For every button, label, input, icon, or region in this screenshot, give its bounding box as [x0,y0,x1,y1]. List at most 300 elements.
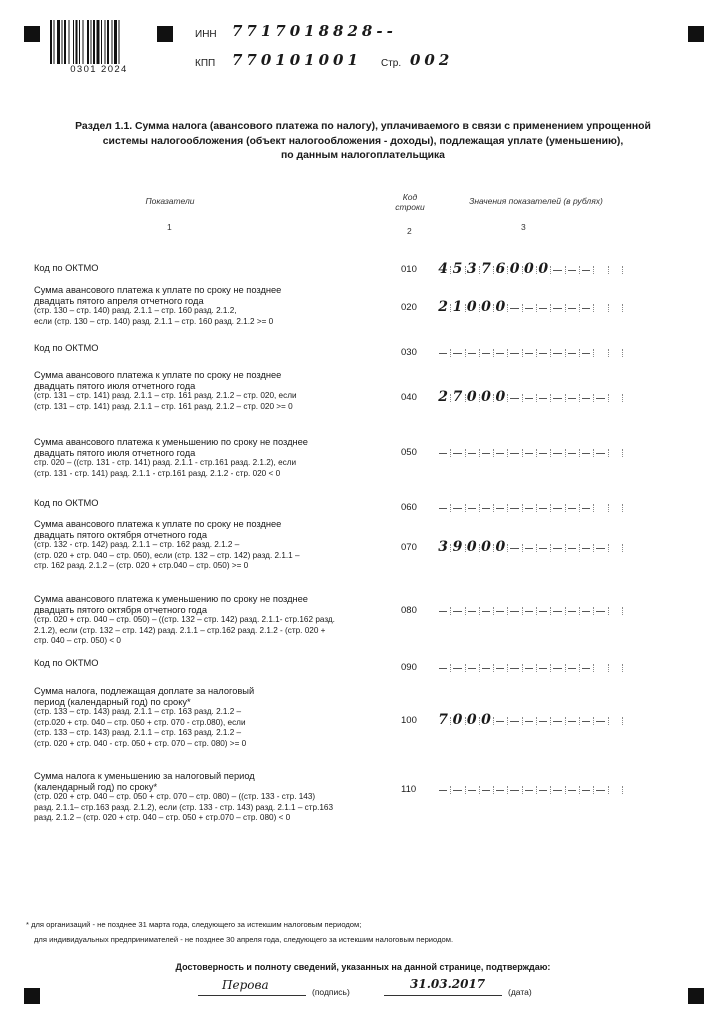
value-cell [522,660,536,676]
value-digit: 0 [466,299,477,315]
value-dash [539,548,547,549]
value-cell [550,300,564,316]
row-formula-line: если (стр. 130 – стр. 140) разд. 2.1.1 – стр. 160 разд. 2.1.2 >= 0 [34,316,274,326]
value-cell [436,500,450,516]
value-digit: 0 [481,299,491,315]
value-cell [579,660,593,676]
value-digit: 1 [452,299,463,315]
row-code-090: 090 [401,662,417,673]
value-cell [465,262,479,278]
row-code-050: 050 [401,447,417,458]
value-cell [565,345,579,361]
value-cell [622,782,636,798]
value-field-060[interactable] [436,500,636,516]
value-dash [568,548,576,549]
value-dash [553,353,561,354]
value-cell [522,500,536,516]
value-cell [593,782,607,798]
value-cell [593,262,607,278]
value-dash [468,611,476,612]
value-cell [522,713,536,729]
row-title-line: двадцать пятого июля отчетного года [34,380,196,391]
row-label-040 [34,370,404,412]
row-label-080 [34,594,404,647]
value-dash [482,453,490,454]
value-cell [622,390,636,406]
value-cell [536,345,550,361]
value-cell [493,345,507,361]
value-dash [596,398,604,399]
value-dash [482,611,490,612]
value-cell [522,445,536,461]
kpp-value: 770101001 [232,51,362,69]
value-digit: 0 [509,261,520,277]
value-cell [493,262,507,278]
row-formula-line: (стр. 133 – стр. 143) разд. 2.1.1 – стр. 163 разд. 2.1.2 – [34,728,242,738]
row-label-030 [34,343,404,354]
value-cell [493,500,507,516]
value-dash [525,721,533,722]
value-cell [522,782,536,798]
value-cell [479,500,493,516]
value-cell [450,262,464,278]
value-cell [493,540,507,556]
value-cell [579,262,593,278]
value-digit: 0 [481,389,491,405]
value-cell [436,660,450,676]
value-dash [496,790,504,791]
value-dash [453,668,461,669]
value-dash [525,508,533,509]
value-cell [550,390,564,406]
value-digit: 0 [466,539,477,555]
row-label-050 [34,437,404,479]
value-dash [596,548,604,549]
value-cell [565,262,579,278]
value-dash [568,721,576,722]
value-dash [453,353,461,354]
value-cell [608,390,622,406]
value-cell [479,345,493,361]
footnote-entrepreneurs: для индивидуальных предпринимателей - не позднее 30 апреля года, следующего за истекшим налоговым периодом. [34,935,454,944]
column-number-3: 3 [521,222,526,232]
inn-label: ИНН [195,29,217,40]
value-dash [510,611,518,612]
value-cell [608,782,622,798]
value-digit: 0 [495,389,506,405]
value-cell [465,782,479,798]
value-cell [622,500,636,516]
value-dash [539,453,547,454]
row-code-060: 060 [401,502,417,513]
corner-marker-top-right [688,26,704,42]
value-cell [507,390,521,406]
value-cell [608,540,622,556]
kpp-label: КПП [195,58,216,69]
value-cell [479,540,493,556]
value-cell [465,300,479,316]
row-formula-line: (стр. 130 – стр. 140) разд. 2.1.1 – стр. 160 разд. 2.1.2, [34,306,237,316]
value-dash [539,508,547,509]
value-dash [582,668,590,669]
value-dash [596,721,604,722]
value-cell [622,713,636,729]
value-cell [536,390,550,406]
value-cell [593,500,607,516]
row-formula-line: разд. 2.1.2 – (стр. 020 + стр. 040 – стр. 050 + стр.070 – стр. 080) < 0 [34,813,291,823]
value-cell [450,782,464,798]
value-dash [582,353,590,354]
value-cell [622,540,636,556]
value-field-090[interactable] [436,660,636,676]
value-cell [579,500,593,516]
value-dash [568,453,576,454]
value-digit: 6 [495,261,506,277]
row-label-070 [34,519,404,572]
value-cell [479,390,493,406]
signature-label: (подпись) [312,987,350,997]
value-dash [510,668,518,669]
value-dash [568,353,576,354]
value-cell [593,540,607,556]
value-dash [510,548,518,549]
value-cell [550,445,564,461]
value-cell [522,300,536,316]
value-digit: 5 [452,261,463,277]
value-dash [582,308,590,309]
value-cell [593,445,607,461]
value-dash [510,721,518,722]
value-cell [550,782,564,798]
value-dash [596,453,604,454]
row-formula-line: (стр. 131 – стр. 141) разд. 2.1.1 – стр. 161 разд. 2.1.2 – стр. 020, если [34,391,297,401]
value-dash [439,790,447,791]
value-dash [496,668,504,669]
column-code-line-2: строки [395,202,425,212]
row-title-line: Код по ОКТМО [34,343,99,353]
value-cell [465,713,479,729]
value-dash [525,668,533,669]
value-cell [507,540,521,556]
value-cell [507,445,521,461]
value-dash [582,548,590,549]
row-title-line: Код по ОКТМО [34,498,99,508]
value-cell [450,660,464,676]
value-cell [465,603,479,619]
value-cell [436,782,450,798]
value-cell [593,390,607,406]
value-digit: 3 [466,261,477,277]
value-digit: 0 [481,539,491,555]
value-dash [439,508,447,509]
value-dash [525,398,533,399]
inn-value: 7717018828-- [232,22,397,40]
confirmation-text: Достоверность и полноту сведений, указанных на данной странице, подтверждаю: [175,962,551,972]
value-digit: 0 [495,539,506,555]
row-formula-line: (стр. 020 + стр. 040 – стр. 050), если (стр. 132 – стр. 142) разд. 2.1.1 – [34,550,300,560]
value-dash [453,453,461,454]
value-dash [568,790,576,791]
value-dash [539,721,547,722]
value-field-100[interactable] [436,713,636,729]
value-cell [436,300,450,316]
row-label-090 [34,658,404,669]
value-cell [536,603,550,619]
row-title-line: период (календарный год) по сроку* [34,696,191,707]
row-title-line: Сумма авансового платежа к уменьшению по сроку не позднее [34,437,308,447]
row-formula-line: (стр. 131 – стр. 141) разд. 2.1.1 – стр. 161 разд. 2.1.2 – стр. 020 >= 0 [34,401,293,411]
value-cell [479,262,493,278]
value-dash [525,353,533,354]
value-dash [468,353,476,354]
value-dash [496,453,504,454]
value-cell [550,540,564,556]
value-cell [479,445,493,461]
value-dash [453,611,461,612]
value-field-020[interactable] [436,300,636,316]
value-cell [450,603,464,619]
value-cell [579,390,593,406]
value-cell [550,345,564,361]
value-cell [465,540,479,556]
value-cell [622,660,636,676]
value-dash [496,721,504,722]
value-dash [553,308,561,309]
row-title-line: Код по ОКТМО [34,263,99,273]
value-cell [522,345,536,361]
value-digit: 4 [438,261,449,277]
value-field-070[interactable] [436,540,636,556]
value-cell [479,660,493,676]
value-cell [565,445,579,461]
value-cell [493,782,507,798]
value-cell [493,445,507,461]
value-cell [579,300,593,316]
value-cell [507,262,521,278]
value-cell [465,500,479,516]
corner-marker-bottom-left [24,988,40,1004]
value-cell [507,713,521,729]
value-cell [536,713,550,729]
row-formula-line: (стр. 020 + стр. 040 – стр. 050 + стр. 070 – стр. 080) – ((стр. 133 - стр. 143) [34,792,316,802]
value-cell [608,660,622,676]
row-code-040: 040 [401,392,417,403]
page-label: Стр. [381,58,402,69]
value-dash [510,508,518,509]
value-dash [439,353,447,354]
value-dash [596,611,604,612]
value-dash [553,548,561,549]
value-dash [553,453,561,454]
value-cell [565,782,579,798]
column-number-2: 2 [407,226,412,236]
value-cell [493,390,507,406]
value-cell [536,782,550,798]
value-cell [536,540,550,556]
signature: Перова [222,978,269,992]
value-cell [565,603,579,619]
row-title-line: (календарный год) по сроку* [34,781,158,792]
value-dash [539,353,547,354]
value-cell [536,445,550,461]
row-title-line: двадцать пятого апреля отчетного года [34,295,204,306]
value-cell [579,445,593,461]
value-dash [582,721,590,722]
row-title-line: Сумма авансового платежа к уплате по сроку не позднее [34,519,282,529]
value-cell [550,262,564,278]
column-values-header: Значения показателей (в рублях) [469,196,603,206]
value-cell [608,713,622,729]
value-cell [479,603,493,619]
value-cell [450,445,464,461]
value-digit: 0 [466,712,477,728]
value-cell [565,713,579,729]
value-cell [450,390,464,406]
row-formula-line: разд. 2.1.1– стр.163 разд. 2.1.2), если (стр. 133 - стр. 143) разд. 2.1.1 – стр.163 [34,802,334,812]
value-cell [522,603,536,619]
value-cell [593,660,607,676]
value-digit: 7 [452,389,463,405]
page-number: 002 [410,51,454,69]
value-dash [496,353,504,354]
row-code-030: 030 [401,347,417,358]
row-label-060 [34,498,404,509]
value-dash [482,790,490,791]
value-cell [436,603,450,619]
value-digit: 0 [524,261,534,277]
value-cell [493,660,507,676]
row-code-070: 070 [401,542,417,553]
value-dash [496,611,504,612]
title-line-1: Раздел 1.1. Сумма налога (авансового платежа по налогу), уплачиваемого в связи с применением упрощенной [75,121,651,132]
value-dash [539,308,547,309]
value-digit: 0 [452,712,463,728]
value-dash [582,453,590,454]
value-cell [565,500,579,516]
value-cell [436,345,450,361]
value-cell [465,660,479,676]
value-dash [482,353,490,354]
section-title [28,120,698,164]
value-cell [550,713,564,729]
value-cell [507,603,521,619]
corner-marker-bottom-right [688,988,704,1004]
row-title-line: Код по ОКТМО [34,658,99,668]
value-dash [553,790,561,791]
row-formula-line: (стр.020 + стр. 040 – стр. 050 + стр. 070 - стр.080), если [34,717,246,727]
value-dash [582,508,590,509]
value-dash [439,611,447,612]
value-digit: 2 [438,299,449,315]
value-cell [522,390,536,406]
value-cell [479,713,493,729]
value-cell [507,660,521,676]
value-cell [593,603,607,619]
value-cell [450,713,464,729]
value-dash [553,398,561,399]
value-dash [568,270,576,271]
value-digit: 2 [438,389,449,405]
value-dash [453,790,461,791]
value-field-080[interactable] [436,603,636,619]
value-digit: 3 [438,539,449,555]
value-cell [465,445,479,461]
row-code-110: 110 [401,784,417,795]
value-dash [525,790,533,791]
value-cell [450,540,464,556]
value-cell [522,540,536,556]
value-dash [582,611,590,612]
value-cell [622,445,636,461]
value-dash [582,398,590,399]
value-field-110[interactable] [436,782,636,798]
value-cell [436,390,450,406]
value-cell [465,345,479,361]
row-formula-line: стр. 040 – стр. 050) < 0 [34,636,121,646]
value-cell [579,782,593,798]
value-cell [465,390,479,406]
value-dash [568,508,576,509]
value-dash [539,398,547,399]
value-cell [450,345,464,361]
column-number-1: 1 [167,222,172,232]
value-dash [539,668,547,669]
value-cell [565,390,579,406]
value-dash [553,270,561,271]
value-field-050[interactable] [436,445,636,461]
value-field-010[interactable] [436,262,636,278]
value-field-040[interactable] [436,390,636,406]
value-cell [608,262,622,278]
row-code-020: 020 [401,302,417,313]
row-code-080: 080 [401,605,417,616]
value-cell [450,300,464,316]
value-cell [507,782,521,798]
value-dash [510,453,518,454]
value-cell [622,262,636,278]
value-field-030[interactable] [436,345,636,361]
column-code-header [388,192,432,212]
value-dash [468,668,476,669]
value-cell [593,300,607,316]
value-cell [507,300,521,316]
value-dash [553,611,561,612]
value-dash [510,790,518,791]
value-cell [593,345,607,361]
value-cell [550,500,564,516]
value-dash [525,611,533,612]
column-indicators-header: Показатели [145,196,195,206]
value-cell [593,713,607,729]
date-value: 31.03.2017 [410,977,486,991]
value-cell [493,603,507,619]
value-digit: 0 [481,712,491,728]
value-digit: 0 [466,389,477,405]
value-dash [510,308,518,309]
value-dash [525,308,533,309]
value-dash [568,611,576,612]
value-dash [496,508,504,509]
value-cell [493,300,507,316]
value-cell [536,660,550,676]
value-dash [568,308,576,309]
value-dash [510,398,518,399]
value-cell [436,445,450,461]
value-cell [550,603,564,619]
value-dash [482,508,490,509]
value-dash [553,508,561,509]
value-cell [565,660,579,676]
